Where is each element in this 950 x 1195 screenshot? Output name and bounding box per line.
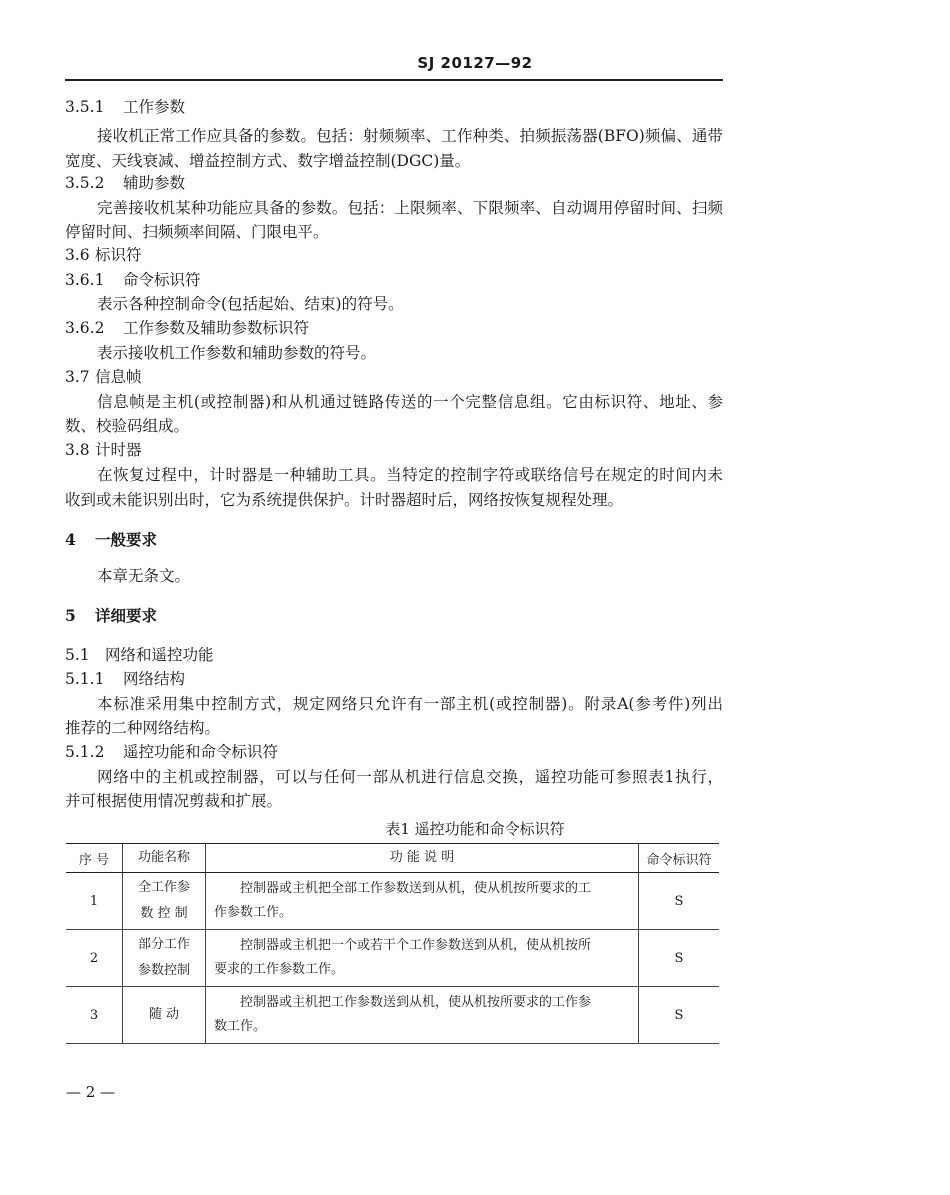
cell-desc: [206, 873, 639, 930]
cell-id: S: [639, 873, 720, 930]
desc-line: 控制器或主机把工作参数送到从机，使从机按所要求的工作参: [240, 995, 592, 1010]
section-number: 3.6.2: [65, 319, 105, 337]
section-heading-3-5-1: [65, 97, 185, 117]
section-number: 3.6: [65, 246, 90, 264]
section-heading-3-6-2: [65, 318, 309, 338]
cell-id: S: [639, 930, 720, 987]
paragraph-line: 在恢复过程中，计时器是一种辅助工具。当特定的控制字符或联络信号在规定的时间内未: [97, 466, 723, 484]
paragraph-line: 数、校验码组成。: [65, 417, 190, 435]
section-heading-3-8: [65, 440, 142, 460]
section-heading-5-1: [65, 645, 214, 665]
cell-name: [123, 930, 206, 987]
name-line: 数 控 制: [140, 906, 188, 921]
cell-desc: [206, 987, 639, 1044]
section-heading-3-7: [65, 367, 142, 387]
header-name: 功能名称: [123, 844, 206, 873]
section-number: 3.8: [65, 441, 90, 459]
section-title: 命令标识符: [123, 271, 201, 289]
section-number: 3.5.2: [65, 174, 105, 192]
desc-line: 要求的工作参数工作。: [214, 962, 345, 977]
paragraph-line: 接收机正常工作应具备的参数。包括：射频频率、工作种类、拍频振荡器(BFO)频偏、通带: [97, 127, 723, 145]
paragraph-line: 网络中的主机或控制器，可以与任何一部从机进行信息交换，遥控功能可参照表1执行，: [97, 768, 723, 786]
section-title: 遥控功能和命令标识符: [123, 743, 279, 761]
section-title: 工作参数及辅助参数标识符: [123, 319, 310, 337]
function-table: [66, 843, 719, 1044]
table-row: [66, 873, 719, 930]
cell-id: S: [639, 987, 720, 1044]
name-line: 参数控制: [137, 963, 190, 978]
section-title: 信息帧: [95, 368, 142, 386]
desc-line: 作参数工作。: [214, 905, 293, 920]
cell-seq: 1: [66, 873, 123, 930]
paragraph-line: 完善接收机某种功能应具备的参数。包括：上限频率、下限频率、自动调用停留时间、扫频: [97, 199, 723, 217]
section-heading-3-6-1: [65, 270, 201, 290]
section-title: 辅助参数: [123, 174, 186, 192]
section-number: 5.1.2: [65, 743, 105, 761]
paragraph-line: 停留时间、扫频频率间隔、门限电平。: [65, 223, 329, 241]
paragraph-line: 信息帧是主机(或控制器)和从机通过链路传送的一个完整信息组。它由标识符、地址、参: [97, 393, 723, 411]
section-heading-5-1-2: [65, 742, 278, 762]
desc-line: 控制器或主机把全部工作参数送到从机，使从机按所要求的工: [240, 881, 592, 896]
table-row: [66, 930, 719, 987]
section-title: 工作参数: [123, 98, 186, 116]
paragraph-line: 收到或未能识别出时，它为系统提供保护。计时器超时后，网络按恢复规程处理。: [65, 491, 624, 509]
paragraph-line: 宽度、天线衰减、增益控制方式、数字增益控制(DGC)量。: [65, 152, 471, 170]
section-heading-5: [65, 606, 157, 626]
section-title: 网络结构: [123, 670, 186, 688]
section-number: 5.1: [65, 646, 90, 664]
table-row: [66, 987, 719, 1044]
section-number: 5: [65, 606, 76, 625]
header-id: 命令标识符: [639, 844, 720, 873]
document-code-header: SJ 20127—92: [417, 54, 533, 72]
section-title: 标识符: [95, 246, 142, 264]
paragraph-line: 推荐的二种网络结构。: [65, 719, 221, 737]
paragraph-line: 本标准采用集中控制方式，规定网络只允许有一部主机(或控制器)。附录A(参考件)列出: [97, 695, 723, 713]
header-rule: [65, 79, 723, 81]
cell-seq: 2: [66, 930, 123, 987]
header-seq: 序 号: [66, 844, 123, 873]
cell-name: [123, 873, 206, 930]
section-title: 计时器: [95, 441, 142, 459]
paragraph-line: 表示各种控制命令(包括起始、结束)的符号。: [97, 295, 404, 313]
name-line: 全工作参: [137, 880, 190, 895]
paragraph-line: 并可根据使用情况剪裁和扩展。: [65, 792, 283, 810]
section-heading-5-1-1: [65, 669, 185, 689]
desc-line: 数工作。: [214, 1019, 267, 1034]
name-line: 部分工作: [137, 937, 190, 952]
section-number: 3.7: [65, 368, 90, 386]
section-number: 3.5.1: [65, 98, 105, 116]
table-header-row: [66, 844, 719, 873]
paragraph-line: 本章无条文。: [97, 567, 191, 585]
paragraph-line: 表示接收机工作参数和辅助参数的符号。: [97, 344, 377, 362]
section-number: 5.1.1: [65, 670, 105, 688]
desc-line: 控制器或主机把一个或若干个工作参数送到从机，使从机按所: [240, 938, 592, 953]
section-heading-3-6: [65, 245, 142, 265]
cell-seq: 3: [66, 987, 123, 1044]
section-title: 网络和遥控功能: [105, 646, 214, 664]
section-title: 详细要求: [95, 606, 158, 625]
page-number: — 2 —: [66, 1083, 116, 1101]
cell-name: [123, 987, 206, 1044]
section-heading-4: [65, 530, 157, 550]
section-number: 4: [65, 530, 76, 549]
cell-desc: [206, 930, 639, 987]
section-number: 3.6.1: [65, 271, 105, 289]
section-title: 一般要求: [95, 530, 158, 549]
header-desc: 功 能 说 明: [206, 844, 639, 873]
name-line: 随 动: [148, 1007, 180, 1022]
section-heading-3-5-2: [65, 173, 185, 193]
table-caption: 表1 遥控功能和命令标识符: [385, 820, 565, 838]
